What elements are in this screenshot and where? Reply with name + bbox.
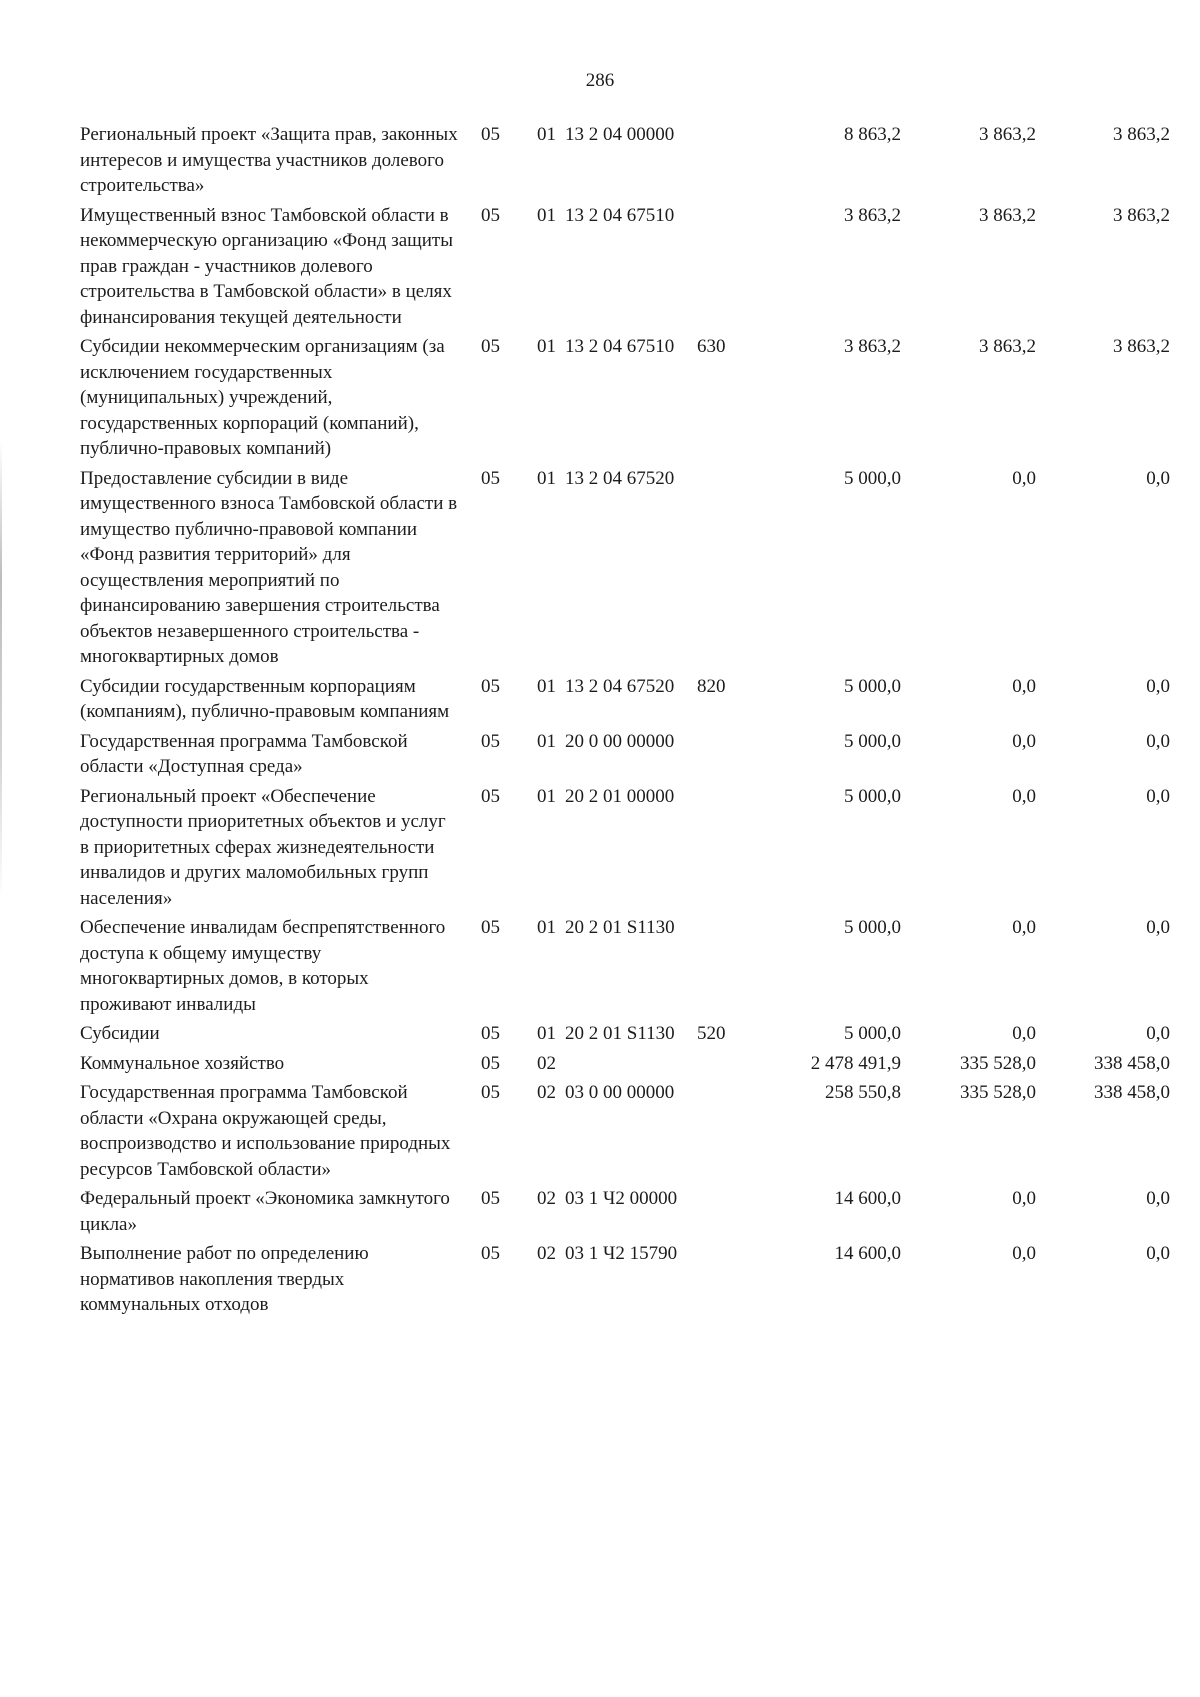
row-expense-type-code xyxy=(697,1080,755,1182)
row-amount-2: 0,0 xyxy=(1012,730,1036,752)
row-amount-1: 5 000,0 xyxy=(844,730,901,752)
table-row xyxy=(80,1051,1170,1077)
row-amount-1: 5 000,0 xyxy=(844,675,901,697)
row-section-code: 05 xyxy=(481,467,500,489)
row-target-article-code: 03 1 Ч2 00000 xyxy=(565,1188,678,1209)
row-section-code: 05 xyxy=(481,204,500,226)
row-target-article-code xyxy=(565,1051,697,1077)
row-amount-3: 0,0 xyxy=(1146,675,1170,697)
row-expense-type-code xyxy=(697,729,755,780)
row-amount-1: 14 600,0 xyxy=(834,1243,901,1264)
row-section-code: 05 xyxy=(481,124,500,145)
row-expense-type-code xyxy=(697,1241,755,1318)
row-amount-3: 0,0 xyxy=(1146,1243,1170,1264)
table-row xyxy=(80,122,1170,199)
table-row xyxy=(80,1080,1170,1182)
row-amount-2: 0,0 xyxy=(1012,917,1036,938)
row-subsection-code: 01 xyxy=(537,675,556,697)
row-subsection-code: 01 xyxy=(537,336,556,357)
row-subsection-code: 01 xyxy=(537,124,556,145)
row-section-code: 05 xyxy=(481,917,500,938)
row-subsection-code: 01 xyxy=(537,730,556,752)
row-subsection-code: 01 xyxy=(537,467,556,489)
row-target-article-code: 13 2 04 67510 xyxy=(565,336,675,357)
table-row xyxy=(80,1241,1170,1318)
table-row xyxy=(80,674,1170,725)
row-name: Имущественный взнос Тамбовской области в некоммерческую организацию «Фонд защиты прав граждан - участников долевого строительства в Тамбовской области» в целях финансирования текущей деятельности xyxy=(80,204,453,328)
row-amount-1: 3 863,2 xyxy=(844,204,901,226)
row-amount-3: 3 863,2 xyxy=(1113,336,1170,357)
row-amount-2: 335 528,0 xyxy=(960,1082,1036,1103)
row-name: Государственная программа Тамбовской области «Доступная среда» xyxy=(80,730,408,777)
row-target-article-code: 20 2 01 S1130 xyxy=(565,917,675,938)
row-target-article-code: 13 2 04 67510 xyxy=(565,204,675,226)
row-name: Коммунальное хозяйство xyxy=(80,1052,285,1074)
row-name: Федеральный проект «Экономика замкнутого цикла» xyxy=(80,1188,450,1235)
row-subsection-code: 01 xyxy=(537,917,556,938)
row-section-code: 05 xyxy=(481,1023,500,1044)
row-expense-type-code xyxy=(697,203,755,331)
row-amount-2: 3 863,2 xyxy=(979,336,1036,357)
row-amount-1: 8 863,2 xyxy=(844,124,901,145)
table-row xyxy=(80,915,1170,1017)
row-name: Государственная программа Тамбовской области «Охрана окружающей среды, воспроизводство и использование природных ресурсов Тамбовской области» xyxy=(80,1082,451,1180)
row-subsection-code: 01 xyxy=(537,204,556,226)
table-row xyxy=(80,729,1170,780)
row-name: Субсидии некоммерческим организациям (за исключением государственных (муниципальных) учреждений, государственных корпораций (компаний), публично-правовых компаний) xyxy=(80,336,445,459)
row-subsection-code: 02 xyxy=(537,1188,556,1209)
page-number: 286 xyxy=(585,70,615,91)
row-amount-1: 2 478 491,9 xyxy=(810,1052,901,1074)
row-amount-2: 0,0 xyxy=(1012,467,1036,489)
row-name: Предоставление субсидии в виде имущественного взноса Тамбовской области в имущество публично-правовой компании «Фонд развития территорий» для осуществления мероприятий по финансированию завершения строительства объектов незавершенного строительства - многоквартирных домов xyxy=(80,467,458,667)
row-amount-3: 0,0 xyxy=(1146,730,1170,752)
row-expense-type-code xyxy=(697,122,755,199)
row-target-article-code: 13 2 04 67520 xyxy=(565,467,675,489)
row-subsection-code: 02 xyxy=(537,1052,556,1074)
row-amount-3: 0,0 xyxy=(1146,785,1170,807)
row-section-code: 05 xyxy=(481,1188,500,1209)
row-target-article-code: 13 2 04 00000 xyxy=(565,124,675,145)
table-row xyxy=(80,1186,1170,1237)
row-expense-type-code xyxy=(697,466,755,670)
row-subsection-code: 01 xyxy=(537,1023,556,1044)
row-amount-1: 5 000,0 xyxy=(844,917,901,938)
row-expense-type-code xyxy=(697,784,755,912)
row-subsection-code: 02 xyxy=(537,1082,556,1103)
table-row xyxy=(80,466,1170,670)
row-expense-type-code xyxy=(697,1051,755,1077)
row-target-article-code: 20 2 01 S1130 xyxy=(565,1023,675,1044)
row-amount-1: 5 000,0 xyxy=(844,785,901,807)
row-amount-3: 338 458,0 xyxy=(1094,1082,1170,1103)
row-section-code: 05 xyxy=(481,730,500,752)
row-expense-type-code: 520 xyxy=(697,1023,726,1044)
row-name: Обеспечение инвалидам беспрепятственного доступа к общему имуществу многоквартирных домов, в которых проживают инвалиды xyxy=(80,917,446,1015)
row-amount-1: 14 600,0 xyxy=(834,1188,901,1209)
row-amount-3: 0,0 xyxy=(1146,467,1170,489)
row-name: Региональный проект «Защита прав, законных интересов и имущества участников долевого строительства» xyxy=(80,124,458,196)
row-name: Субсидии государственным корпорациям (компаниям), публично-правовым компаниям xyxy=(80,675,450,722)
table-row xyxy=(80,203,1170,331)
row-target-article-code: 20 2 01 00000 xyxy=(565,785,675,807)
row-amount-3: 338 458,0 xyxy=(1094,1052,1170,1074)
row-amount-1: 5 000,0 xyxy=(844,1023,901,1044)
row-amount-2: 0,0 xyxy=(1012,675,1036,697)
row-amount-1: 3 863,2 xyxy=(844,336,901,357)
row-name: Выполнение работ по определению нормативов накопления твердых коммунальных отходов xyxy=(80,1243,369,1315)
row-section-code: 05 xyxy=(481,675,500,697)
budget-table xyxy=(80,122,1170,1322)
row-section-code: 05 xyxy=(481,785,500,807)
row-section-code: 05 xyxy=(481,1243,500,1264)
row-amount-2: 0,0 xyxy=(1012,1023,1036,1044)
row-amount-3: 0,0 xyxy=(1146,1188,1170,1209)
row-amount-2: 0,0 xyxy=(1012,1243,1036,1264)
table-row xyxy=(80,784,1170,912)
row-target-article-code: 03 0 00 00000 xyxy=(565,1082,675,1103)
row-target-article-code: 20 0 00 00000 xyxy=(565,730,675,752)
row-amount-3: 3 863,2 xyxy=(1113,124,1170,145)
row-amount-2: 3 863,2 xyxy=(979,204,1036,226)
row-amount-2: 335 528,0 xyxy=(960,1052,1036,1074)
row-name: Региональный проект «Обеспечение доступности приоритетных объектов и услуг в приоритетных сферах жизнедеятельности инвалидов и других маломобильных групп населения» xyxy=(80,785,446,909)
row-section-code: 05 xyxy=(481,336,500,357)
row-expense-type-code: 820 xyxy=(697,675,726,697)
row-expense-type-code xyxy=(697,915,755,1017)
row-section-code: 05 xyxy=(481,1052,500,1074)
row-amount-3: 0,0 xyxy=(1146,917,1170,938)
row-amount-2: 0,0 xyxy=(1012,1188,1036,1209)
row-amount-2: 3 863,2 xyxy=(979,124,1036,145)
row-subsection-code: 01 xyxy=(537,785,556,807)
row-amount-1: 5 000,0 xyxy=(844,467,901,489)
row-amount-3: 3 863,2 xyxy=(1113,204,1170,226)
row-expense-type-code: 630 xyxy=(697,336,726,357)
row-amount-3: 0,0 xyxy=(1146,1023,1170,1044)
row-expense-type-code xyxy=(697,1186,755,1237)
row-section-code: 05 xyxy=(481,1082,500,1103)
table-row xyxy=(80,334,1170,462)
row-amount-1: 258 550,8 xyxy=(825,1082,901,1103)
row-name: Субсидии xyxy=(80,1023,160,1044)
row-target-article-code: 13 2 04 67520 xyxy=(565,675,675,697)
row-amount-2: 0,0 xyxy=(1012,785,1036,807)
scan-edge-shadow xyxy=(0,440,2,900)
row-subsection-code: 02 xyxy=(537,1243,556,1264)
row-target-article-code: 03 1 Ч2 15790 xyxy=(565,1243,678,1264)
table-row xyxy=(80,1021,1170,1047)
